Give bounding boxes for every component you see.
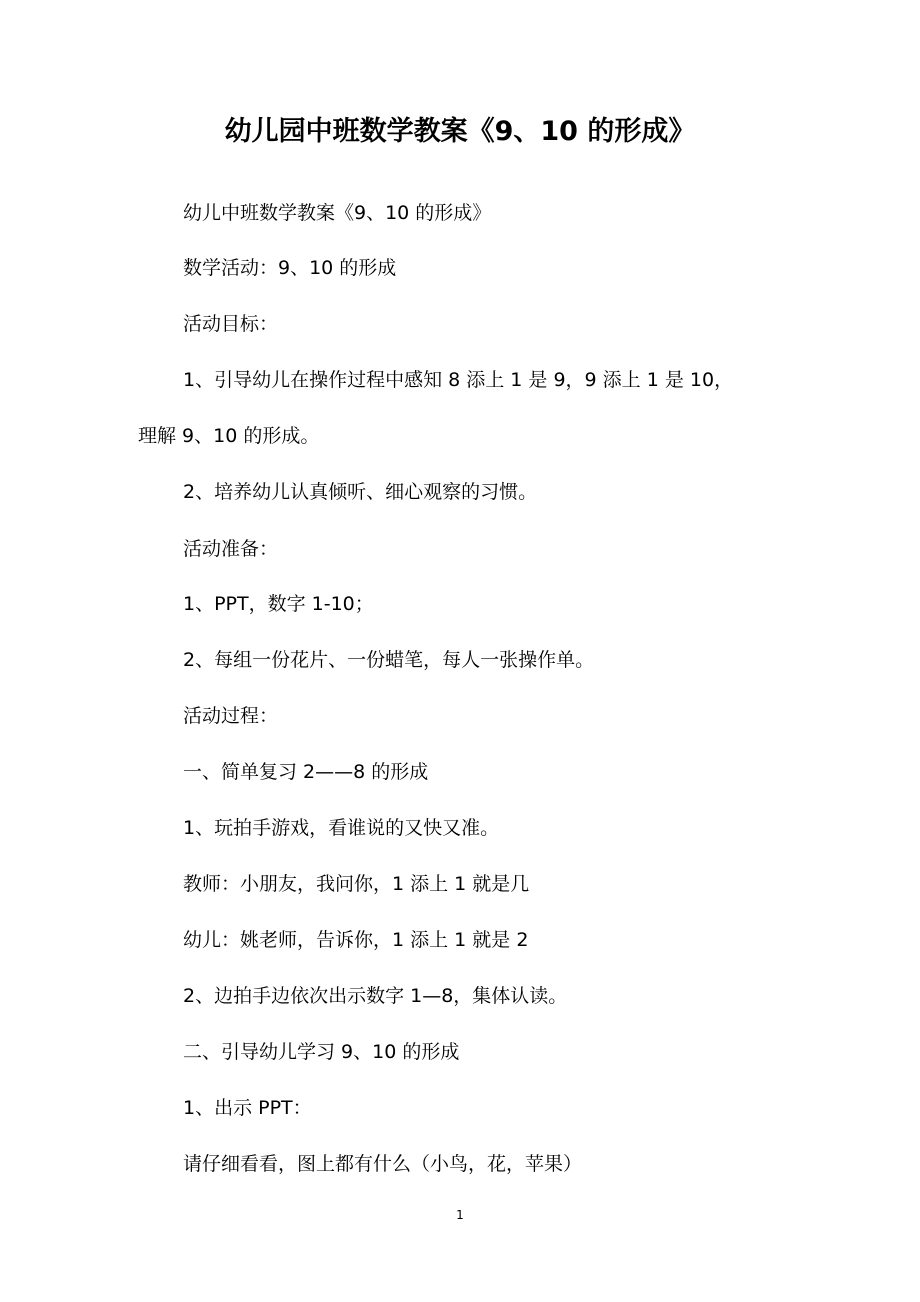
process-section-1: 一、简单复习 2——8 的形成 <box>183 761 429 783</box>
goal-item-1-continued: 理解 9、10 的形成。 <box>138 425 320 447</box>
process-section-2: 二、引导幼儿学习 9、10 的形成 <box>183 1041 460 1063</box>
process-step-2-1-question: 请仔细看看，图上都有什么（小鸟，花，苹果） <box>183 1153 583 1175</box>
teacher-line: 教师：小朋友，我问你，1 添上 1 就是几 <box>183 873 530 895</box>
heading-activity-preparation: 活动准备： <box>183 538 279 560</box>
document-title: 幼儿园中班数学教案《9、10 的形成》 <box>224 116 696 147</box>
paragraph-activity-name: 数学活动：9、10 的形成 <box>183 257 397 279</box>
preparation-item-1: 1、PPT，数字 1-10； <box>183 593 374 615</box>
goal-item-2: 2、培养幼儿认真倾听、细心观察的习惯。 <box>183 481 538 503</box>
goal-item-1: 1、引导幼儿在操作过程中感知 8 添上 1 是 9，9 添上 1 是 10， <box>183 369 734 391</box>
heading-activity-goals: 活动目标： <box>183 313 279 335</box>
paragraph-subtitle: 幼儿中班数学教案《9、10 的形成》 <box>183 202 492 224</box>
process-step-1-1: 1、玩拍手游戏，看谁说的又快又准。 <box>183 817 500 839</box>
process-step-2-1: 1、出示 PPT： <box>183 1097 312 1119</box>
heading-activity-process: 活动过程： <box>183 705 279 727</box>
children-line: 幼儿：姚老师，告诉你，1 添上 1 就是 2 <box>183 929 529 951</box>
process-step-1-2: 2、边拍手边依次出示数字 1—8，集体认读。 <box>183 985 568 1007</box>
page-number: 1 <box>456 1208 464 1222</box>
preparation-item-2: 2、每组一份花片、一份蜡笔，每人一张操作单。 <box>183 649 595 671</box>
